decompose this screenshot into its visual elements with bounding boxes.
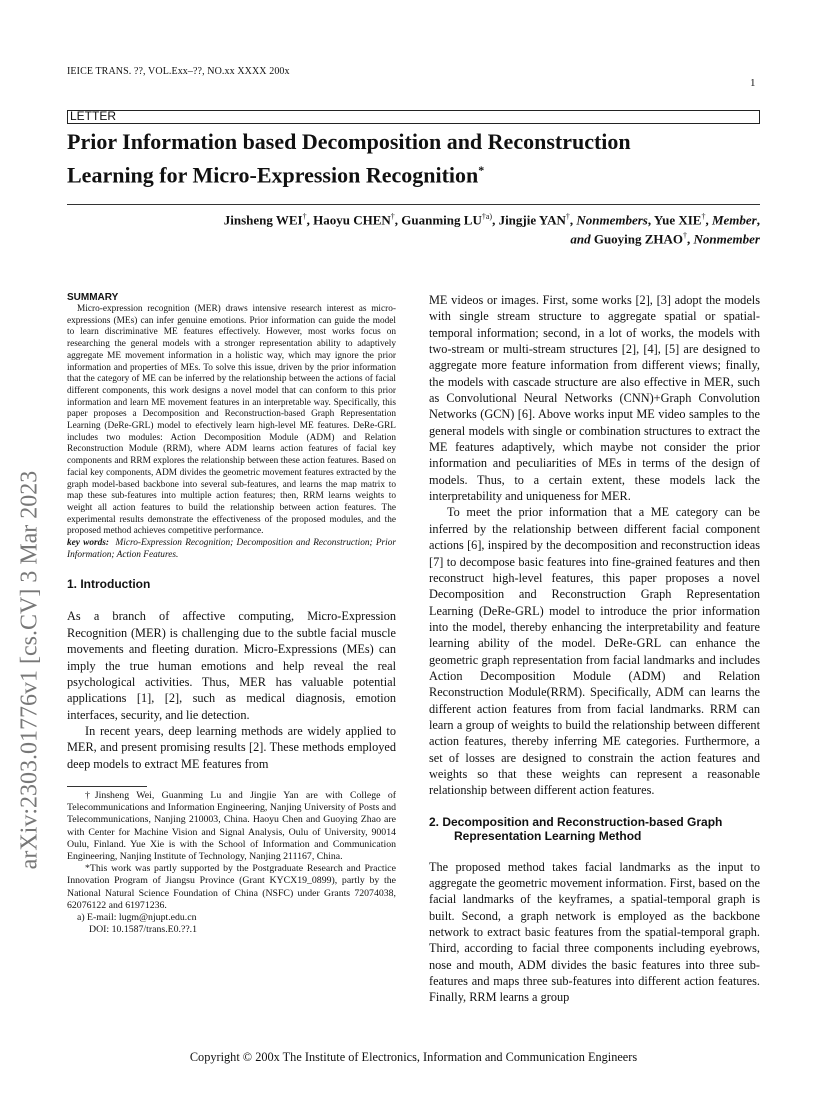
intro-paragraph-1: As a branch of affective computing, Micro-Expression Recognition (MER) is challenging due to the subtle facial muscle movements and fleeting duration. Micro-Expressions (MEs) can imply the true human emotions and help reveal the real psychological activities. Thus, MER has valuable potential applications [1], [2], such as medical diagnosis, emotion interfaces, security, and lie detection. bbox=[67, 609, 396, 722]
author-name: Jingjie YAN bbox=[498, 212, 566, 228]
section-1-heading: 1. Introduction bbox=[67, 577, 151, 592]
author-name: Guoying ZHAO bbox=[593, 231, 684, 247]
title-footnote-mark: * bbox=[478, 163, 485, 177]
right-column bbox=[429, 292, 760, 1006]
membership-nonmembers: Nonmembers bbox=[576, 212, 648, 228]
right-paragraph-1: ME videos or images. First, some works [2], [3] adopt the models with single stream structure to aggregate spatial or spatial-temporal information; second, in a lot of works, the models with two-stream or multi-stream structures [2], [4], [5] are designed to aggregate more feature information from different views; finally, the models with cascade structure are also effective in MER, such as Convolutional Neural Networks (CNN)+Graph Convolution Networks (GCN) [6]. Above works input ME video samples to the general models with single or combination structures to extract the ME features adaptively, which maybe not consider the prior information and peculiarities of MEs in terms of the design of models. Thus, to a certain extent, these models lack the interpretability and uniqueness for MER. bbox=[429, 293, 760, 504]
section-2-heading-line-1: 2. Decomposition and Reconstruction-based Graph bbox=[429, 814, 723, 829]
paper-title bbox=[67, 127, 767, 189]
left-column bbox=[67, 292, 396, 936]
section-2-heading-line-2: Representation Learning Method bbox=[454, 828, 642, 843]
author-mark: † bbox=[302, 212, 307, 221]
arxiv-identifier: arXiv:2303.01776v1 [cs.CV] 3 Mar 2023 bbox=[16, 470, 43, 870]
summary-text: Micro-expression recognition (MER) draws intensive research interest as micro-expressions (MEs) can infer genuine emotions. Prior information can guide the model to learn discriminative ME features effectively. However, most works focus on researching the general models with a stronger representation ability to adaptively aggregate ME movement information in a holistic way, which may ignore the prior information and properties of MEs. To solve this issue, driven by the prior information that the category of ME can be inferred by the relationship between the actions of facial different components, this work designs a novel model that can conform to this prior information and learn ME movement features in an interpretable way. Specifically, this paper proposes a Decomposition and Reconstruction-based Graph Representation Learning (DeRe-GRL) model to efectively learn high-level ME features. DeRe-GRL includes two modules: Action Decomposition Module (ADM) and Relation Reconstruction Module (RRM), where ADM learns action features of facial key components and RRM explores the relationship between these action features. Based on facial key components, ADM divides the geometric movement features extracted by the graph model-based backbone into several sub-features, and learns the map matrix to map these sub-features into multiple action features; then, RRM learns weights to weight all action features to build the relationship between action features. The experimental results demonstrate the effectiveness of the proposed modules, and the proposed method achieves competitive performance. bbox=[67, 304, 396, 537]
letter-box bbox=[67, 110, 760, 124]
author-and: and bbox=[570, 231, 591, 247]
footnote-affiliations: †Jinsheng Wei, Guanming Lu and Jingjie Yan are with College of Telecommunications and Information Engineering, Nanjing University of Posts and Telecommunications, Nanjing 210003, China. Haoyu Chen and Guoying Zhao are with Center for Machine Vision and Signal Analysis, Oulu of University, 90014 Oulu, Finland. Yue Xie is with the School of Information and Communication Engineering, Nanjing Institute of Technology, Nanjing 211167, China. bbox=[67, 789, 396, 862]
page-number: 1 bbox=[750, 77, 756, 89]
title-line-2-text: Learning for Micro-Expression Recognition bbox=[67, 162, 479, 188]
footnote-doi: DOI: 10.1587/trans.E0.??.1 bbox=[89, 924, 198, 936]
title-line-1: Prior Information based Decomposition and Reconstruction bbox=[67, 129, 631, 154]
author-mark: † bbox=[683, 231, 688, 241]
author-name: Guanming LU bbox=[401, 212, 482, 228]
author-mark: † bbox=[390, 212, 395, 221]
letter-label: LETTER bbox=[70, 109, 117, 123]
author-mark: † bbox=[701, 212, 706, 221]
section-2-paragraph-1: The proposed method takes facial landmarks as the input to aggregate the geometric movement information. First, based on the facial landmarks of the keyframes, a spatial-temporal graph is built. Second, a graph network is employed as the backbone network to extract basic features from the spatial-temporal graph. Third, according to facial three components including eyebrows, nose and mouth, ADM divides the basic features into three sub-features and maps three sub-features into different action features. Finally, RRM learns a group bbox=[429, 859, 760, 1005]
intro-paragraph-2: In recent years, deep learning methods are widely applied to MER, and present promising results [2]. These methods employed deep models to extract ME features from bbox=[67, 723, 396, 771]
title-line-2 bbox=[67, 156, 767, 189]
author-list bbox=[160, 209, 760, 248]
author-name: Jinsheng WEI bbox=[223, 212, 303, 228]
membership-member: Member bbox=[711, 212, 757, 228]
summary-heading: SUMMARY bbox=[67, 292, 119, 303]
keywords-text: Micro-Expression Recognition; Decomposition and Reconstruction; Prior Information; Action Features. bbox=[67, 538, 397, 560]
author-line-2: and Guoying ZHAO†, Nonmember bbox=[570, 231, 760, 247]
author-name: Yue XIE bbox=[653, 212, 702, 228]
keywords bbox=[67, 538, 396, 561]
arxiv-stamp bbox=[10, 300, 50, 870]
footnote-email: a) E-mail: lugm@njupt.edu.cn bbox=[77, 911, 197, 923]
author-sep: , bbox=[492, 212, 499, 228]
footnote-funding: *This work was partly supported by the Postgraduate Research and Practice Innovation Program of Jiangsu Province (Grant KYCX19_0899), partly by the National Natural Science Foundation of China (NSFC) under Grants 72074038, 62076122 and 61971236. bbox=[67, 863, 396, 911]
author-sep: , bbox=[394, 212, 402, 228]
author-mark: †a) bbox=[481, 212, 493, 221]
author-sep: , bbox=[306, 212, 314, 228]
author-sep: , bbox=[569, 212, 577, 228]
journal-header: IEICE TRANS. ??, VOL.Exx–??, NO.xx XXXX 200x bbox=[67, 66, 290, 77]
copyright-footer: Copyright © 200x The Institute of Electronics, Information and Communication Engineers bbox=[189, 1050, 638, 1064]
author-name: Haoyu CHEN bbox=[313, 212, 391, 228]
right-paragraph-2: To meet the prior information that a ME category can be inferred by the relationship between different facial component actions [6], inspired by the decomposition and reconstruction ideas [7] to decompose basic features into fine-grained features and then reconstruct high-level features, this paper proposes a novel Decomposition and Reconstruction Graph Representation Learning (DeRe-GRL) model to introduce the prior information into the model, thereby enhancing the interpretability and feature learning ability of the model. DeRe-GRL can enhance the geometric graph representation from facial landmarks and includes Action Decomposition Module (ADM) and Relation Reconstruction Module(RRM). Specifically, ADM can learns the different action features from from facial landmarks. RRM can learn a group of weights to build the relationship between different action features, thereby inferring ME categories. Furthermore, a set of losses are designed to constrain the action features and weights so that these weights can represent a reasonable relationship between different action features. bbox=[429, 505, 760, 798]
author-mark: † bbox=[565, 212, 570, 221]
author-line-1: Jinsheng WEI†, Haoyu CHEN†, Guanming LU$^{\dagger a)}$, Jingjie YAN†, Nonmembers, Yue XIE†, Member, bbox=[223, 212, 760, 228]
keywords-label: key words: bbox=[67, 538, 109, 549]
membership-nonmember: Nonmember bbox=[693, 231, 760, 247]
title-rule bbox=[67, 204, 760, 205]
